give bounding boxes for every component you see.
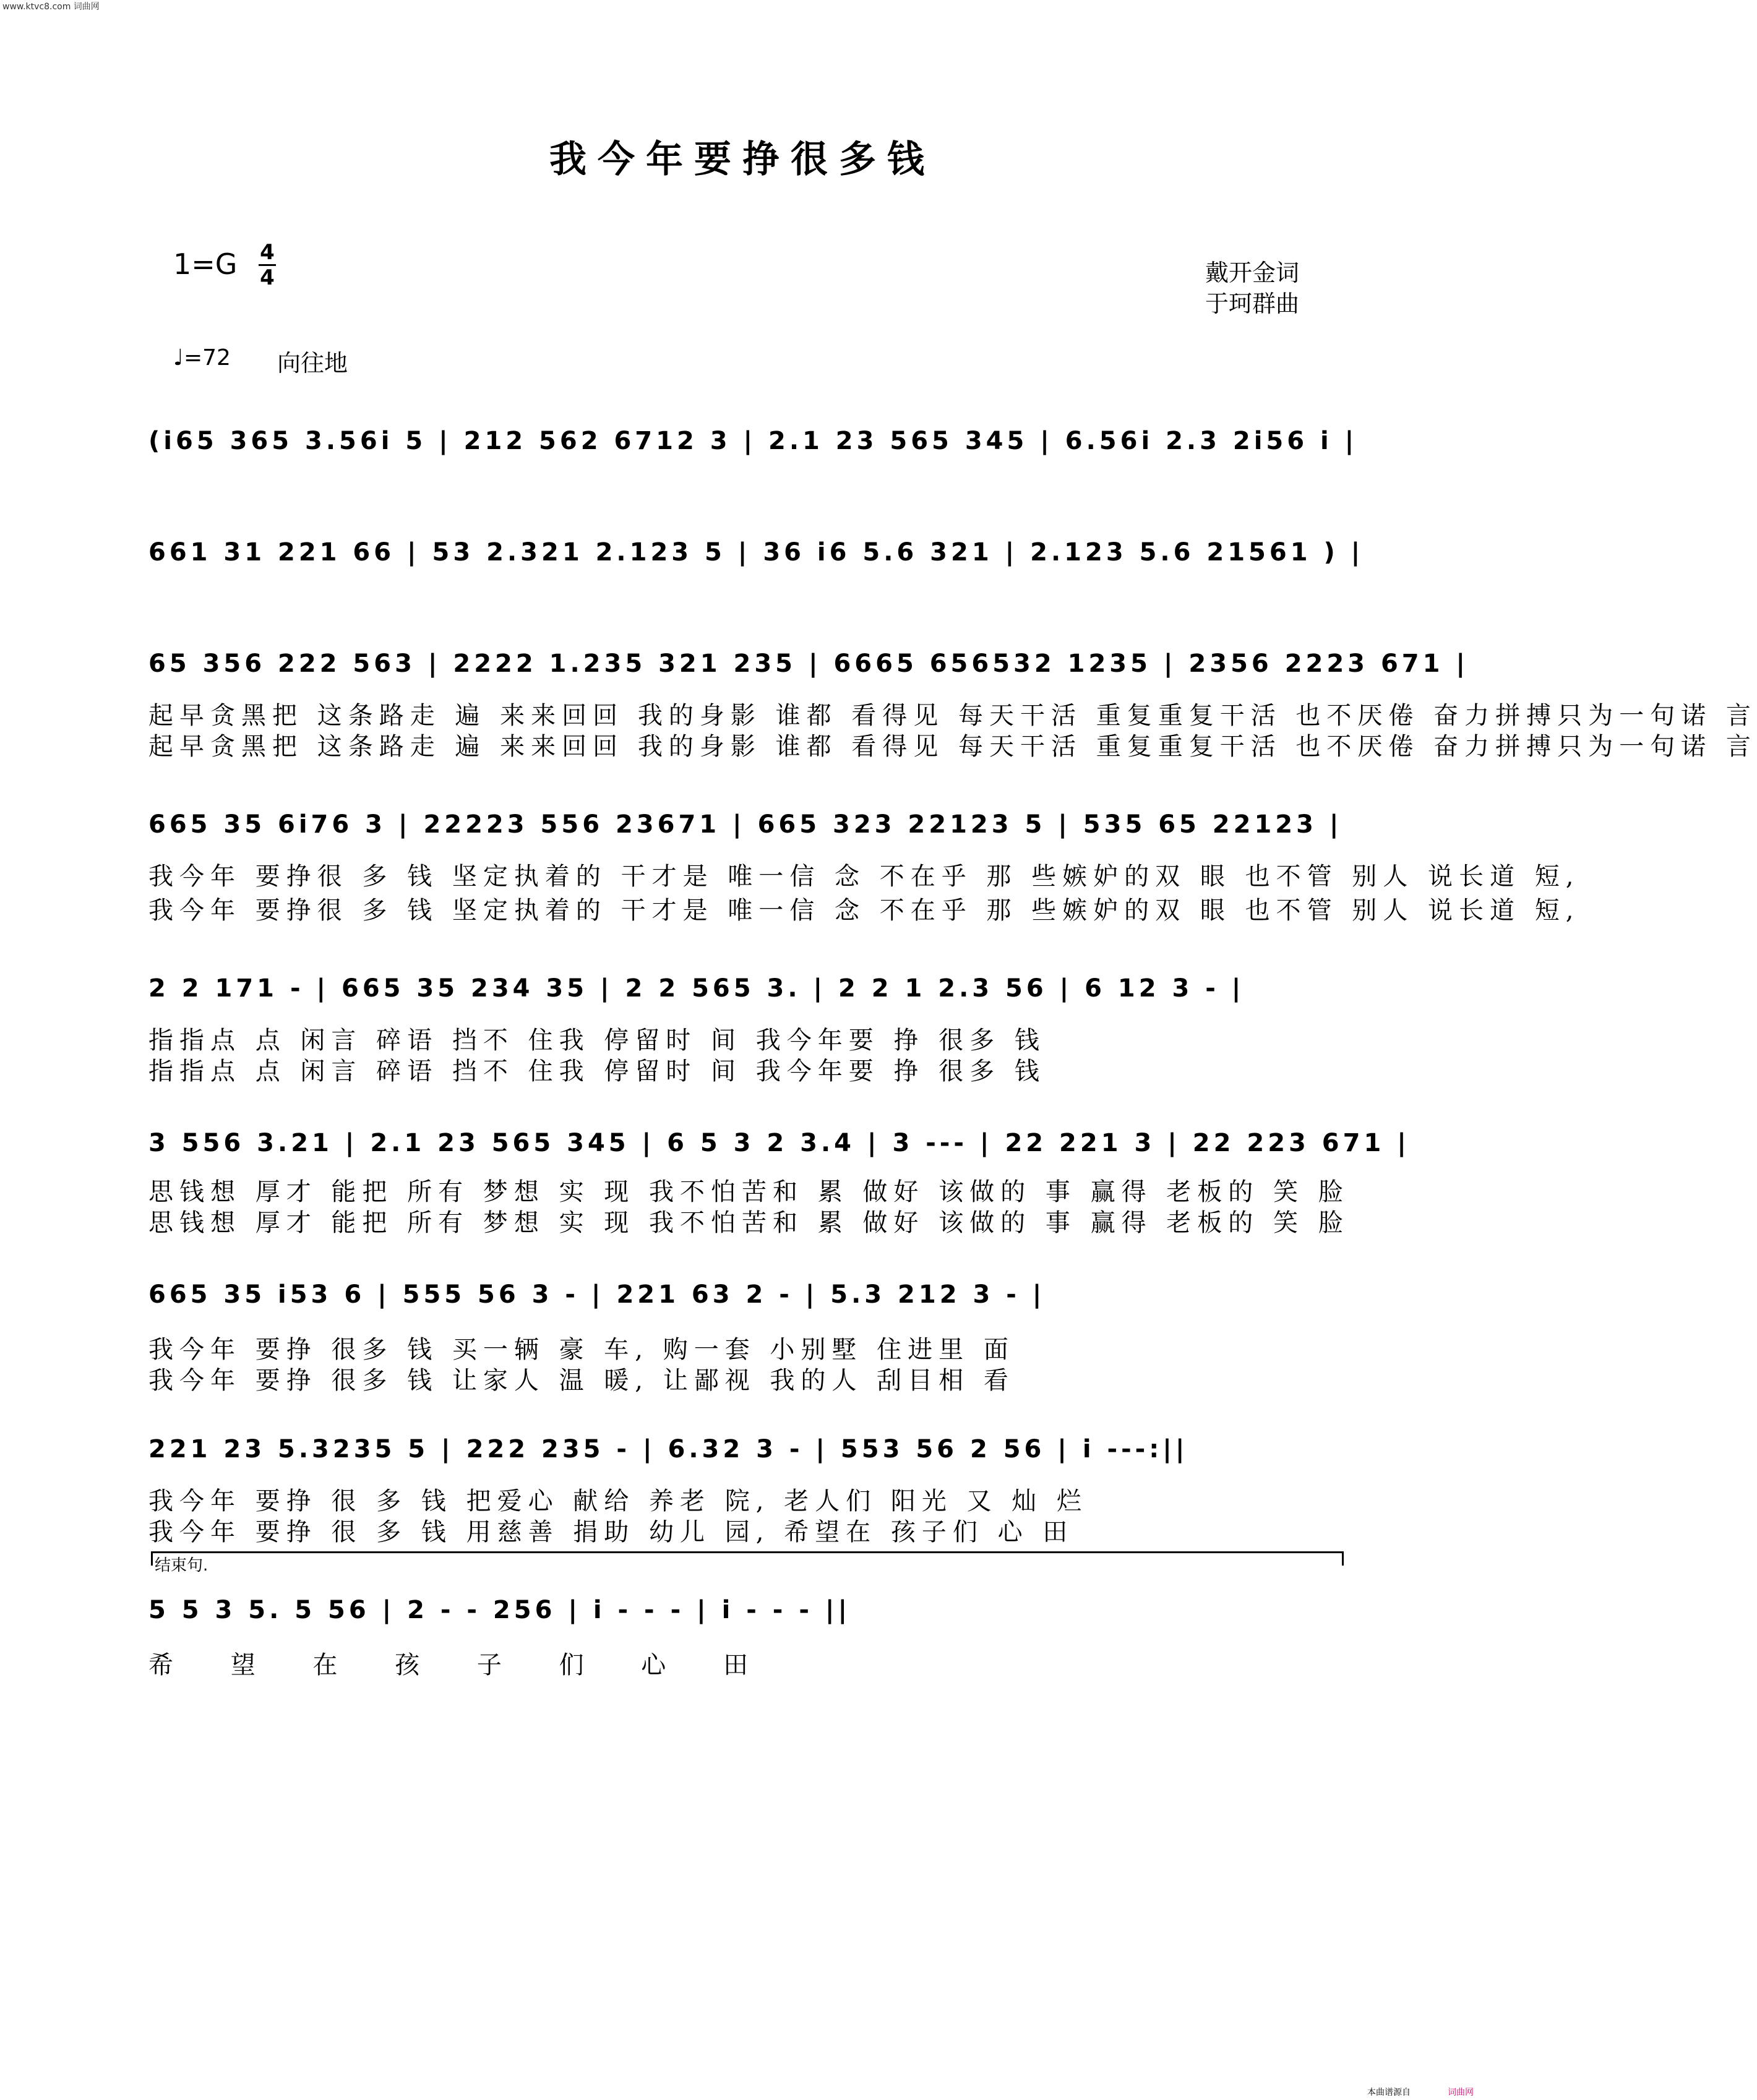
notes: 665 35 6i76 3 | 22223 556 23671 | 665 323 22123 5 | 535 65 22123 | <box>148 810 1342 839</box>
lyric-line-6b: 思钱想 厚才 能把 所有 梦想 实 现 我不怕苦和 累 做好 该做的 事 赢得 老板的 笑 脸 <box>148 1209 1349 1237</box>
notes: 5 5 3 5. 5 56 | 2 - - 256 | i - - - | i - - - || <box>148 1596 851 1624</box>
score-line-6 <box>148 1129 1410 1157</box>
lyricist: 戴开金词 <box>1205 259 1299 286</box>
notes: (i65 365 3.56i 5 | 212 562 6712 3 | 2.1 23 565 345 | 6.56i 2.3 2i56 i | <box>148 427 1358 455</box>
notes: 65 356 222 563 | 2222 1.235 321 235 | 6665 656532 1235 | 2356 2223 671 | <box>148 649 1469 678</box>
notes: 2 2 171 - | 665 35 234 35 | 2 2 565 3. | 2 2 1 2.3 56 | 6 12 3 - | <box>148 974 1245 1003</box>
lyric-line-4b: 我今年 要挣很 多 钱 坚定执着的 干才是 唯一信 念 不在乎 那 些嫉妒的双 眼 也不管 别人 说长道 短, <box>148 896 1580 925</box>
ending-bracket <box>151 1551 1344 1566</box>
lyric-line-4a: 我今年 要挣很 多 钱 坚定执着的 干才是 唯一信 念 不在乎 那 些嫉妒的双 眼 也不管 别人 说长道 短, <box>148 862 1580 891</box>
notes: 221 23 5.3235 5 | 222 235 - | 6.32 3 - | 553 56 2 56 | i ---:|| <box>148 1435 1188 1464</box>
notes: 661 31 221 66 | 53 2.321 2.123 5 | 36 i6 5.6 321 | 2.123 5.6 21561 ) | <box>148 538 1364 567</box>
lyric-line-5b: 指指点 点 闲言 碎语 挡不 住我 停留时 间 我今年要 挣 很多 钱 <box>148 1057 1046 1086</box>
tempo-mark: ♩=72 <box>173 345 231 371</box>
key-signature: 1=G <box>173 247 238 281</box>
lyric-line-8a: 我今年 要挣 很 多 钱 把爱心 献给 养老 院, 老人们 阳光 又 灿 烂 <box>148 1487 1088 1515</box>
score-line-9 <box>148 1596 1342 1624</box>
lyric-line-7b: 我今年 要挣 很多 钱 让家人 温 暖, 让鄙视 我的人 刮目相 看 <box>148 1366 1015 1395</box>
time-signature <box>259 241 276 289</box>
footer-source: 本曲谱源自 <box>1367 2088 1411 2098</box>
lyric-line-3a: 起早贪黑把 这条路走 遍 来来回回 我的身影 谁都 看得见 每天干活 重复重复干活 也不厌倦 奋力拼搏只为一句诺 言 <box>148 701 1757 730</box>
lyric-line-5a: 指指点 点 闲言 碎语 挡不 住我 停留时 间 我今年要 挣 很多 钱 <box>148 1026 1046 1055</box>
lyric-line-9: 希 望 在 孩 子 们 心 田 <box>148 1651 773 1679</box>
song-title: 我今年要挣很多钱 <box>549 138 935 181</box>
score-line-2 <box>148 538 1364 567</box>
meter-top: 4 <box>260 240 275 265</box>
notes: 665 35 i53 6 | 555 56 3 - | 221 63 2 - | 5.3 212 3 - | <box>148 1280 1046 1309</box>
notes: 3 556 3.21 | 2.1 23 565 345 | 6 5 3 2 3.4 | 3 --- | 22 221 3 | 22 223 671 | <box>148 1129 1410 1157</box>
lyric-line-3b: 起早贪黑把 这条路走 遍 来来回回 我的身影 谁都 看得见 每天干活 重复重复干活 也不厌倦 奋力拼搏只为一句诺 言 <box>148 732 1757 761</box>
lyric-line-6a: 思钱想 厚才 能把 所有 梦想 实 现 我不怕苦和 累 做好 该做的 事 赢得 老板的 笑 脸 <box>148 1178 1349 1206</box>
score-line-4 <box>148 810 1342 839</box>
lyric-line-7a: 我今年 要挣 很多 钱 买一辆 豪 车, 购一套 小别墅 住进里 面 <box>148 1335 1015 1364</box>
footer-site: 词曲网 <box>1448 2088 1474 2098</box>
score-line-5 <box>148 974 1342 1003</box>
lyric-line-8b: 我今年 要挣 很 多 钱 用慈善 捐助 幼儿 园, 希望在 孩子们 心 田 <box>148 1518 1074 1546</box>
expression-mark: 向往地 <box>277 349 348 377</box>
ending-label: 结束句. <box>155 1556 208 1575</box>
score-line-3 <box>148 649 1469 678</box>
score-line-8 <box>148 1435 1342 1464</box>
score-line-7 <box>148 1280 1342 1309</box>
meter-bottom: 4 <box>260 265 275 290</box>
score-line-1 <box>148 427 1358 455</box>
composer: 于珂群曲 <box>1205 290 1299 317</box>
site-url: www.ktvc8.com 词曲网 <box>2 2 100 12</box>
